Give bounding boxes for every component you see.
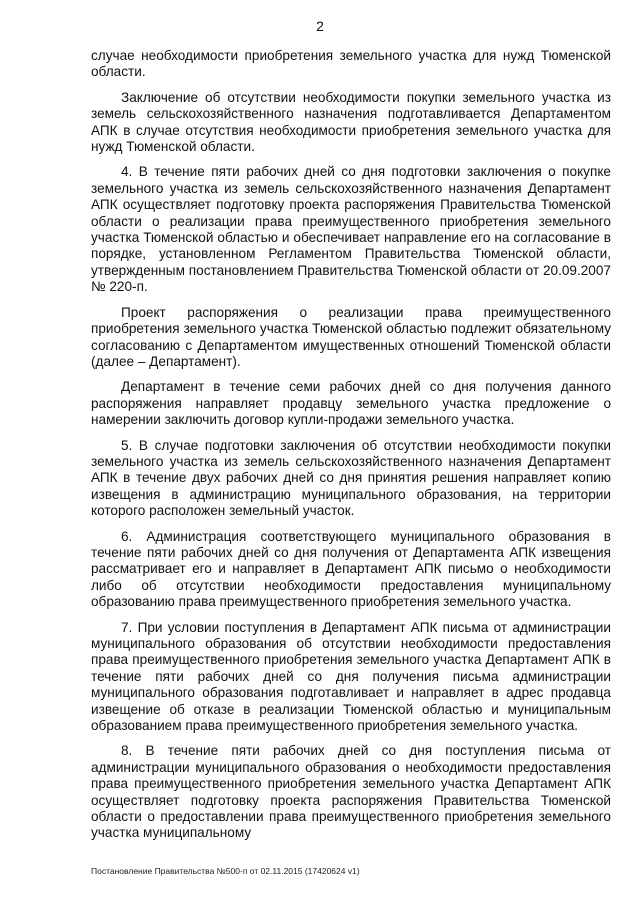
paragraph-item-6: 6. Администрация соответствующего муниципального образования в течение пяти рабочих дней со дня получения от Департамента АПК извещения рассматривает его и направляет в Департамент АПК письмо о необходимости либо об отсутствии необходимости предоставления муниципальному образованию права преимущественного приобретения земельного участка.: [91, 528, 611, 610]
paragraph-draft-order: Проект распоряжения о реализации права преимущественного приобретения земельного участка Тюменской областью подлежит обязательному согласованию с Департаментом имущественных отношений Тюменской области (далее – Департамент).: [91, 304, 611, 369]
paragraph-item-5: 5. В случае подготовки заключения об отсутствии необходимости покупки земельного участка из земель сельскохозяйственного назначения Департамент АПК в течение двух рабочих дней со дня принятия решения направляет копию извещения в администрацию муниципального образования, на территории которого расположен земельный участок.: [91, 437, 611, 519]
paragraph-item-4: 4. В течение пяти рабочих дней со дня подготовки заключения о покупке земельного участка из земель сельскохозяйственного назначения Департамент АПК осуществляет подготовку проекта распоряжения Правительства Тюменской области о реализации права преимущественного приобретения земельного участка Тюменской областью и обеспечивает направление его на согласование в порядке, установленном Регламентом Правительства Тюменской области, утвержденным постановлением Правительства Тюменской области от 20.09.2007 № 220-п.: [91, 164, 611, 295]
document-footer: Постановление Правительства №500-п от 02.11.2015 (17420624 v1): [91, 866, 360, 876]
paragraph-continuation: случае необходимости приобретения земельного участка для нужд Тюменской области.: [91, 48, 611, 80]
paragraph-conclusion: Заключение об отсутствии необходимости покупки земельного участка из земель сельскохозяйственного назначения подготавливается Департаментом АПК в случае отсутствия необходимости приобретения земельного участка для нужд Тюменской области.: [91, 89, 611, 155]
page-number: 2: [316, 18, 324, 34]
paragraph-item-7: 7. При условии поступления в Департамент АПК письма от администрации муниципального образования об отсутствии необходимости предоставления права преимущественного приобретения земельного участка Департамент АПК в течение пяти рабочих дней со дня получения письма администрации муниципального образования подготавливает и направляет в адрес продавца извещение об отказе в реализации Тюменской областью и муниципальным образованием права преимущественного приобретения земельного участка.: [91, 619, 611, 734]
paragraph-department: Департамент в течение семи рабочих дней со дня получения данного распоряжения направляет продавцу земельного участка предложение о намерении заключить договор купли-продажи земельного участка.: [91, 379, 611, 428]
document-body: [91, 48, 611, 851]
paragraph-item-8: 8. В течение пяти рабочих дней со дня поступления письма от администрации муниципального образования о необходимости предоставления права преимущественного приобретения земельного участка Департамент АПК осуществляет подготовку проекта распоряжения Правительства Тюменской области о предоставлении права преимущественного приобретения земельного участка муниципальному: [91, 743, 611, 841]
